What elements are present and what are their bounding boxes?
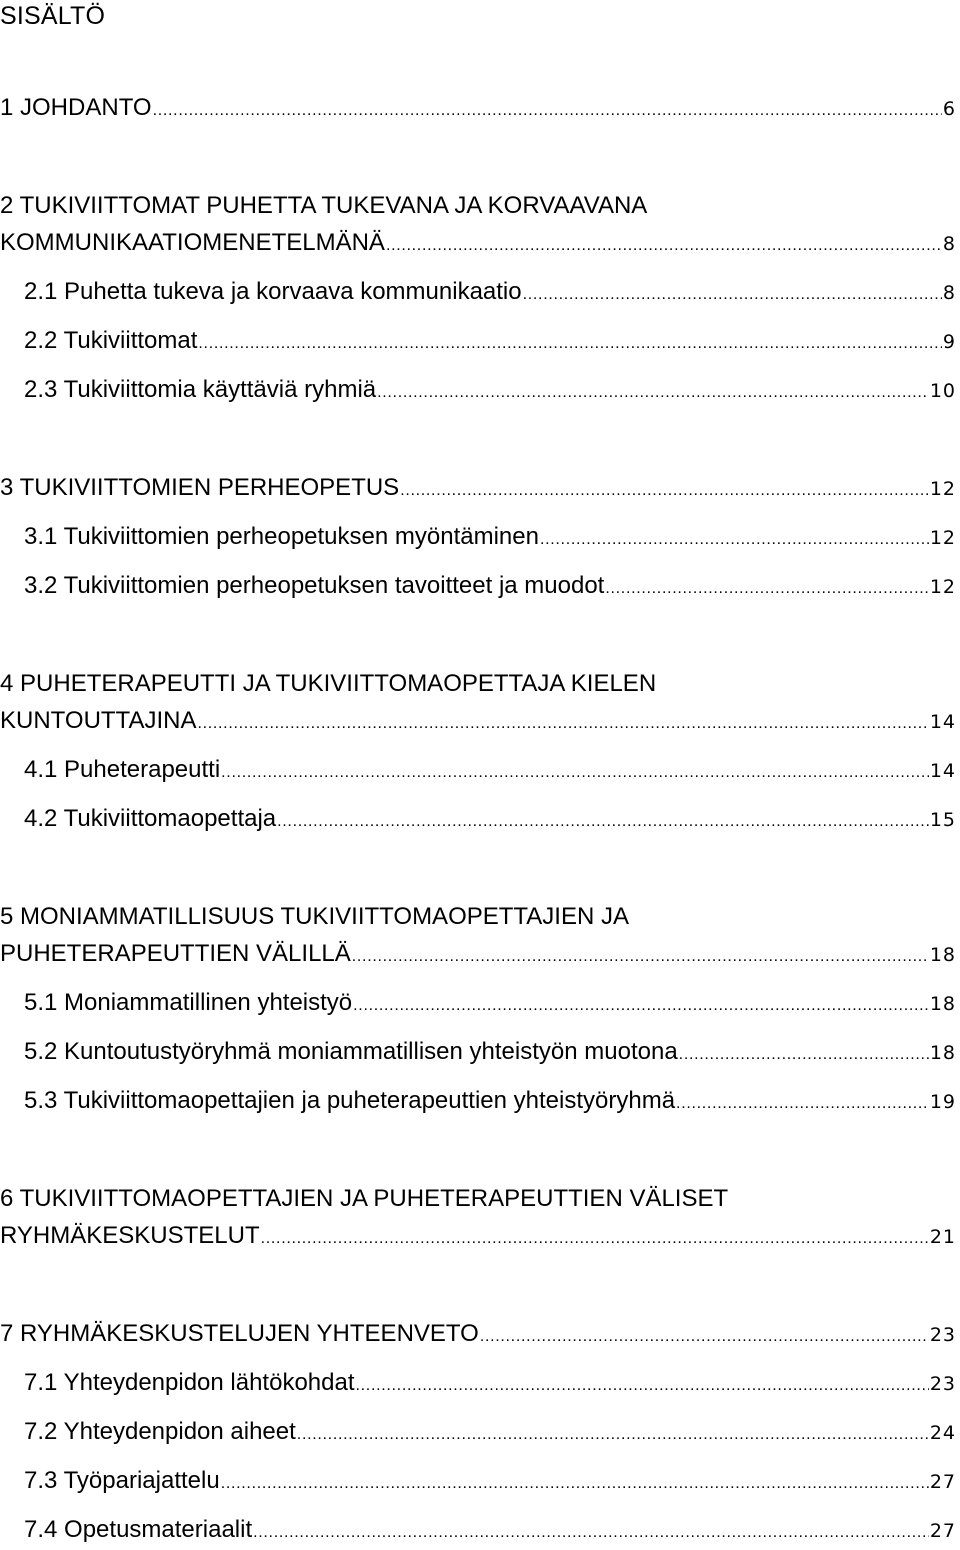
toc-entry-4-line1[interactable]: 4 PUHETERAPEUTTI JA TUKIVIITTOMAOPETTAJA KIELEN [0, 670, 657, 697]
toc-entry-page: 10 [929, 380, 956, 402]
toc-entry-label: KOMMUNIKAATIOMENETELMÄNÄ [0, 229, 385, 256]
toc-entry-page: 12 [929, 478, 956, 500]
toc-entry-page: 12 [929, 527, 956, 549]
toc-entry-page: 21 [929, 1226, 956, 1248]
toc-entry-7-4[interactable] [24, 1513, 956, 1547]
toc-entry-page: 9 [942, 331, 956, 353]
toc-entry-3-1[interactable] [24, 520, 956, 554]
dot-leader [197, 704, 928, 741]
toc-entry-label: 7.3 Työpariajattelu [24, 1467, 220, 1494]
dot-leader [679, 1035, 929, 1072]
toc-entry-page: 23 [929, 1324, 956, 1346]
toc-entry-4-2[interactable] [24, 802, 956, 836]
toc-entry-label: 2.3 Tukiviittomia käyttäviä ryhmiä [24, 376, 377, 403]
toc-entry-label: 3.1 Tukiviittomien perheopetuksen myöntäminen [24, 523, 539, 550]
toc-entry-page: 27 [929, 1520, 956, 1542]
toc-entry-5[interactable] [0, 937, 956, 971]
toc-entry-4-1[interactable] [24, 753, 956, 787]
toc-entry-7-1[interactable] [24, 1366, 956, 1400]
toc-entry-label: 3.2 Tukiviittomien perheopetuksen tavoitteet ja muodot [24, 572, 605, 599]
toc-entry-3[interactable] [0, 471, 956, 505]
toc-entry-page: 14 [929, 760, 956, 782]
toc-entry-label: 4.1 Puheterapeutti [24, 756, 221, 783]
toc-entry-5-2[interactable] [24, 1035, 956, 1069]
toc-entry-label: 7 RYHMÄKESKUSTELUJEN YHTEENVETO [0, 1320, 479, 1347]
toc-entry-label: RYHMÄKESKUSTELUT [0, 1222, 260, 1249]
dot-leader [400, 471, 929, 508]
dot-leader [352, 937, 929, 974]
dot-leader [221, 1464, 929, 1501]
toc-entry-label: 5.2 Kuntoutustyöryhmä moniammatillisen yhteistyön muotona [24, 1038, 678, 1065]
toc-entry-label: KUNTOUTTAJINA [0, 707, 197, 734]
toc-entry-2-2[interactable] [24, 324, 956, 358]
toc-entry-label: 5.1 Moniammatillinen yhteistyö [24, 989, 353, 1016]
dot-leader [277, 802, 929, 839]
toc-entry-label: 3 TUKIVIITTOMIEN PERHEOPETUS [0, 474, 400, 501]
toc-entry-3-2[interactable] [24, 569, 956, 603]
toc-entry-6-line1[interactable]: 6 TUKIVIITTOMAOPETTAJIEN JA PUHETERAPEUTTIEN VÄLISET [0, 1185, 729, 1212]
page-title: SISÄLTÖ [0, 2, 106, 30]
toc-entry-label: 2.2 Tukiviittomat [24, 327, 198, 354]
dot-leader [386, 226, 942, 263]
dot-leader [153, 91, 942, 128]
toc-entry-page: 18 [929, 944, 956, 966]
dot-leader [221, 753, 929, 790]
toc-entry-label: PUHETERAPEUTTIEN VÄLILLÄ [0, 940, 351, 967]
toc-entry-page: 27 [929, 1471, 956, 1493]
toc-entry-4[interactable] [0, 704, 956, 738]
dot-leader [253, 1513, 929, 1550]
toc-entry-label: 5.3 Tukiviittomaopettajien ja puheterapeuttien yhteistyöryhmä [24, 1087, 676, 1114]
dot-leader [523, 275, 942, 312]
toc-entry-label: 1 JOHDANTO [0, 94, 152, 121]
dot-leader [353, 986, 929, 1023]
toc-entry-5-line1[interactable]: 5 MONIAMMATILLISUUS TUKIVIITTOMAOPETTAJIEN JA [0, 903, 629, 930]
toc-entry-page: 18 [929, 993, 956, 1015]
dot-leader [198, 324, 942, 361]
toc-entry-5-3[interactable] [24, 1084, 956, 1118]
toc-entry-label: 7.1 Yhteydenpidon lähtökohdat [24, 1369, 355, 1396]
dot-leader [676, 1084, 929, 1121]
dot-leader [377, 373, 929, 410]
toc-entry-2-3[interactable] [24, 373, 956, 407]
toc-entry-page: 14 [929, 711, 956, 733]
dot-leader [605, 569, 928, 606]
toc-entry-page: 15 [929, 809, 956, 831]
toc-entry-5-1[interactable] [24, 986, 956, 1020]
dot-leader [356, 1366, 929, 1403]
toc-entry-page: 24 [929, 1422, 956, 1444]
toc-entry-page: 8 [942, 282, 956, 304]
toc-entry-page: 18 [929, 1042, 956, 1064]
toc-entry-1[interactable] [0, 91, 956, 125]
toc-entry-label: 2.1 Puhetta tukeva ja korvaava kommunikaatio [24, 278, 522, 305]
toc-entry-page: 23 [929, 1373, 956, 1395]
toc-entry-2-line1[interactable]: 2 TUKIVIITTOMAT PUHETTA TUKEVANA JA KORVAAVANA [0, 192, 648, 219]
toc-entry-page: 19 [929, 1091, 956, 1113]
toc-entry-label: 7.4 Opetusmateriaalit [24, 1516, 253, 1543]
toc-entry-2[interactable] [0, 226, 956, 260]
toc-entry-7-2[interactable] [24, 1415, 956, 1449]
toc-entry-page: 12 [929, 576, 956, 598]
toc-entry-label: 4.2 Tukiviittomaopettaja [24, 805, 277, 832]
toc-entry-label: 7.2 Yhteydenpidon aiheet [24, 1418, 296, 1445]
dot-leader [261, 1219, 929, 1256]
toc-entry-6[interactable] [0, 1219, 956, 1253]
toc-entry-2-1[interactable] [24, 275, 956, 309]
toc-entry-7-3[interactable] [24, 1464, 956, 1498]
toc-entry-page: 6 [942, 98, 956, 120]
dot-leader [480, 1317, 929, 1354]
toc-entry-page: 8 [942, 233, 956, 255]
toc-entry-7[interactable] [0, 1317, 956, 1351]
dot-leader [297, 1415, 929, 1452]
dot-leader [540, 520, 929, 557]
